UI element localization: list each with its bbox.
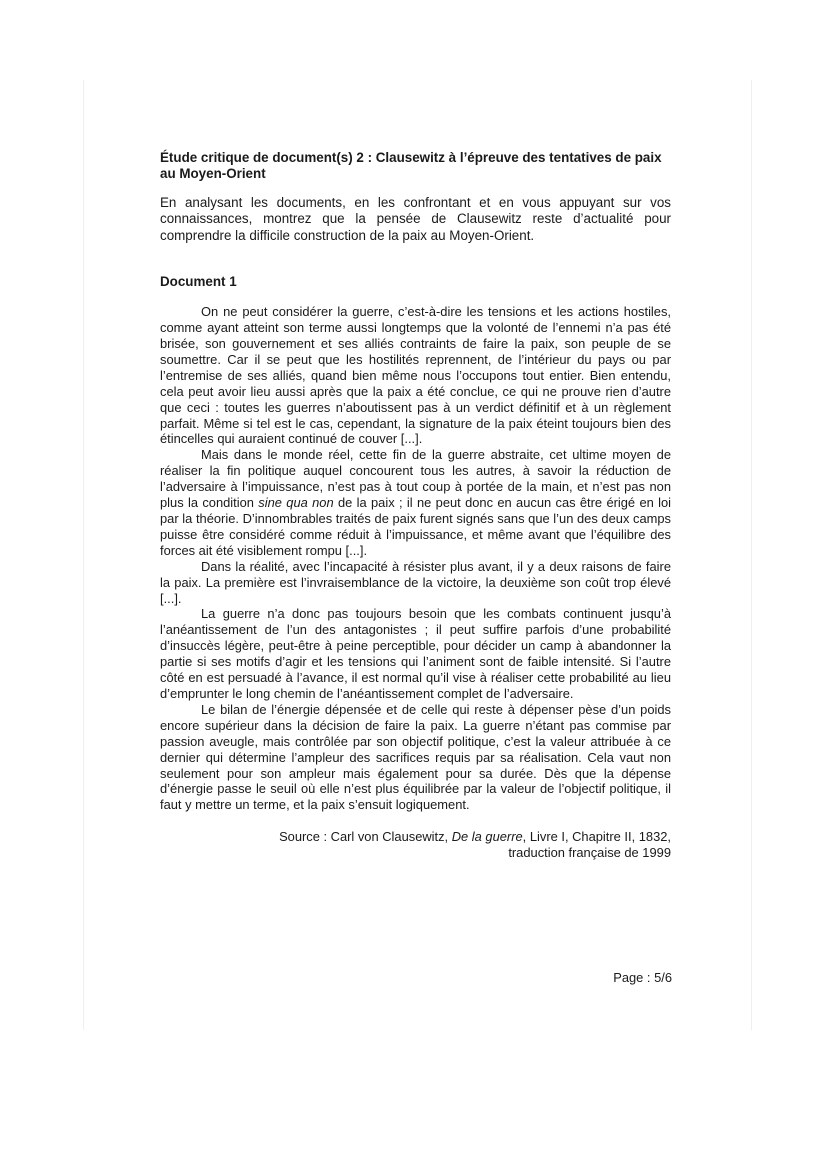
source-suffix: , Livre I, Chapitre II, 1832, [522,829,671,845]
page-edge-left [83,80,84,1030]
document-paragraph-2 [160,447,671,558]
source-prefix: Source : Carl von Clausewitz, [279,829,452,845]
document-paragraph-1: On ne peut considérer la guerre, c’est-à-dire les tensions et les actions hostiles, comme ayant atteint son terme aussi longtemps que la volonté de l’ennemi n’a pas été brisée, son gouvernement et ses alliés contraints de faire la paix, son peuple de se soumettre. Car il se peut que les hostilités reprennent, de l’intérieur du pays ou par l’entremise de ses alliés, quand bien même nous l’occupons tout entier. Bien entendu, cela peut avoir lieu aussi après que la paix a été conclue, ce qui ne prouve rien d’autre que ceci : toutes les guerres n’aboutissent pas à un verdict définitif et à un règlement parfait. Même si tel est le cas, cependant, la signature de la paix éteint toujours bien des étincelles qui auraient continué de couver [...]. [160,304,671,447]
document-paragraph-5: Le bilan de l’énergie dépensée et de celle qui reste à dépenser pèse d’un poids encore supérieur dans la décision de faire la paix. La guerre n’étant pas commise par passion aveugle, mais contrôlée par son objectif politique, c’est la valeur attribuée à ce dernier qui détermine l’ampleur des sacrifices requis par sa réalisation. Cela vaut non seulement pour son ampleur mais également pour sa durée. Dès que la dépense d’énergie passe le seuil où elle n’est plus équilibrée par la valeur de l’objectif politique, il faut y mettre un terme, et la paix s’ensuit logiquement. [160,701,671,813]
page-number: Page : 5/6 [613,970,672,985]
document-body [160,304,671,813]
paragraph-2-text-after: de la paix ; il ne peut donc en aucun cas être érigé en loi par la théorie. D’innombrables traités de paix furent signés sans que l’un des deux camps puisse être considéré comme réduit à l’impuissance, et même avant que l’équilibre des forces ait été visiblement rompu [...]. [160,495,672,558]
document-heading: Document 1 [160,274,237,290]
document-paragraph-3: Dans la réalité, avec l’incapacité à résister plus avant, il y a deux raisons de faire la paix. La première est l’invraisemblance de la victoire, la deuxième son coût trop élevé [...]. [160,558,671,606]
source-line-2: traduction française de 1999 [508,845,671,861]
document-source [160,829,671,861]
source-work-title: De la guerre [451,829,523,845]
page-edge-right [751,80,752,1030]
exercise-title: Étude critique de document(s) 2 : Clausewitz à l’épreuve des tentatives de paix au Moyen-Orient [160,150,662,181]
document-paragraph-4: La guerre n’a donc pas toujours besoin que les combats continuent jusqu’à l’anéantissement de l’un des antagonistes ; il peut suffire parfois d’une probabilité d’insuccès légère, peut-être à peine perceptible, pour décider un camp à abandonner la partie si ses motifs d’agir et les tensions qui l’animent sont de faible intensité. Si l’autre côté en est persuadé à l’avance, il est normal qu’il vise à réaliser cette probabilité au lieu d’emprunter le long chemin de l’anéantissement complet de l’adversaire. [160,606,671,701]
paragraph-2-text-before: Mais dans le monde réel, cette fin de la guerre abstraite, cet ultime moyen de réaliser la fin politique auquel concourent tous les autres, à savoir la réduction de l’adversaire à l’impuissance, n’est pas à tout coup à portée de la main, et n’est pas non plus la condition [160,447,671,511]
source-line-1 [160,829,671,845]
exercise-instructions: En analysant les documents, en les confrontant et en vous appuyant sur vos connaissances, montrez que la pensée de Clausewitz reste d’actualité pour comprendre la difficile construction de la paix au Moyen-Orient. [160,195,671,243]
latin-phrase: sine qua non [258,495,334,511]
page-content [160,150,671,861]
